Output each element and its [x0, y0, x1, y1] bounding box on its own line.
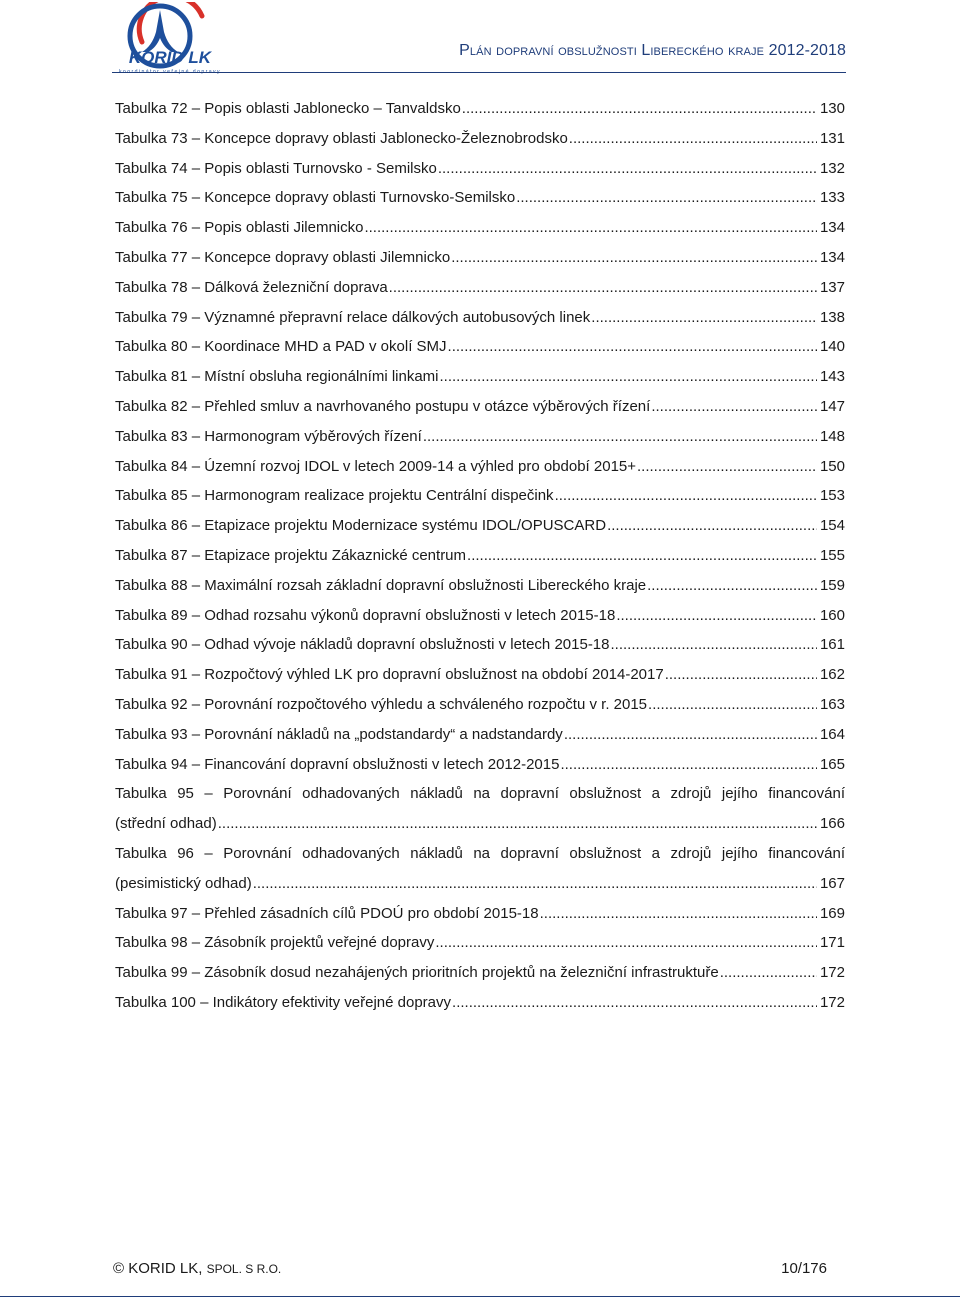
toc-entry[interactable]: [115, 571, 845, 601]
toc-page-number: 131: [819, 129, 845, 147]
toc-leader: [637, 452, 817, 482]
toc-entry-title: Tabulka 87 – Etapizace projektu Zákaznické centrum: [115, 546, 467, 564]
toc-entry[interactable]: [115, 452, 845, 482]
toc-page-number: 171: [819, 934, 845, 952]
toc-leader: [435, 928, 817, 958]
toc-entry[interactable]: [115, 720, 845, 750]
toc-entry-title-cont: (pesimistický odhad): [115, 874, 252, 892]
toc-page-number: 155: [819, 546, 845, 564]
footer-divider: [0, 1296, 960, 1297]
toc-leader: [591, 303, 817, 333]
page-header: [0, 0, 960, 82]
toc-page-number: 138: [819, 308, 845, 326]
toc-entry[interactable]: [115, 332, 845, 362]
toc-leader: [607, 511, 817, 541]
toc-entry-title-cont: (střední odhad): [115, 815, 217, 833]
toc-page-number: 172: [819, 964, 845, 982]
toc-page-number: 162: [819, 666, 845, 684]
toc-page-number: 134: [819, 248, 845, 266]
toc-entry[interactable]: [115, 839, 845, 899]
toc-entry[interactable]: [115, 124, 845, 154]
toc-leader: [440, 362, 817, 392]
toc-page-number: 148: [819, 427, 845, 445]
toc-entry[interactable]: [115, 541, 845, 571]
toc-leader: [720, 958, 817, 988]
toc-page-number: 133: [819, 189, 845, 207]
toc-leader: [423, 422, 817, 452]
toc-page-number: 150: [819, 457, 845, 475]
toc-entry-title: Tabulka 73 – Koncepce dopravy oblasti Jablonecko-Železnobrodsko: [115, 129, 568, 147]
toc-entry[interactable]: [115, 243, 845, 273]
toc-page-number: 147: [819, 397, 845, 415]
toc-page-number: 165: [819, 755, 845, 773]
toc-leader: [555, 481, 817, 511]
toc-leader: [560, 750, 817, 780]
toc-entry[interactable]: [115, 481, 845, 511]
korid-logo-icon: [112, 2, 240, 78]
toc-entry[interactable]: [115, 273, 845, 303]
toc-page-number: 137: [819, 278, 845, 296]
toc-entry-title: Tabulka 76 – Popis oblasti Jilemnicko: [115, 219, 364, 237]
toc-entry[interactable]: [115, 958, 845, 988]
toc-leader: [564, 720, 817, 750]
toc-entry-title: Tabulka 77 – Koncepce dopravy oblasti Jilemnicko: [115, 248, 451, 266]
toc-entry[interactable]: [115, 213, 845, 243]
toc-leader: [218, 809, 817, 839]
toc-entry[interactable]: [115, 928, 845, 958]
toc-entry-title: Tabulka 75 – Koncepce dopravy oblasti Turnovsko-Semilsko: [115, 189, 516, 207]
toc-entry-title: Tabulka 74 – Popis oblasti Turnovsko - Semilsko: [115, 159, 437, 177]
toc-entry[interactable]: [115, 154, 845, 184]
toc-entry-title: Tabulka 90 – Odhad vývoje nákladů dopravní obslužnosti v letech 2015-18: [115, 636, 610, 654]
toc-leader: [389, 273, 817, 303]
toc-leader: [467, 541, 817, 571]
toc-entry[interactable]: [115, 690, 845, 720]
toc-entry-title: Tabulka 84 – Územní rozvoj IDOL v letech 2009-14 a výhled pro období 2015+: [115, 457, 637, 475]
toc-page-number: 161: [819, 636, 845, 654]
toc-entry-title: Tabulka 78 – Dálková železniční doprava: [115, 278, 388, 296]
toc-leader: [452, 988, 817, 1018]
toc-leader: [611, 630, 817, 660]
toc-entry-title: Tabulka 86 – Etapizace projektu Modernizace systému IDOL/OPUSCARD: [115, 517, 607, 535]
toc-entry-title: Tabulka 91 – Rozpočtový výhled LK pro dopravní obslužnost na období 2014-2017: [115, 666, 664, 684]
svg-text:KORID LK: KORID LK: [128, 48, 212, 67]
korid-logo: [112, 2, 240, 78]
toc-page-number: 130: [819, 100, 845, 117]
toc-entry-title: Tabulka 98 – Zásobník projektů veřejné dopravy: [115, 934, 435, 952]
toc-entry-title: Tabulka 83 – Harmonogram výběrových řízení: [115, 427, 422, 445]
toc-entry[interactable]: [115, 779, 845, 839]
toc-entry[interactable]: [115, 392, 845, 422]
toc-page-number: 143: [819, 368, 845, 386]
toc-leader: [651, 392, 817, 422]
toc-page-number: 169: [819, 904, 845, 922]
toc-page-number: 134: [819, 219, 845, 237]
toc-entry[interactable]: [115, 422, 845, 452]
toc-entry[interactable]: [115, 899, 845, 929]
toc-entry-title: Tabulka 79 – Významné přepravní relace dálkových autobusových linek: [115, 308, 591, 326]
header-divider: [112, 72, 846, 73]
toc-entry[interactable]: [115, 660, 845, 690]
toc-entry[interactable]: [115, 94, 845, 124]
svg-text:koordinátor veřejné dopravy: koordinátor veřejné dopravy: [118, 69, 222, 75]
toc-entry-title: Tabulka 81 – Místní obsluha regionálními linkami: [115, 368, 439, 386]
toc-entry-title: Tabulka 93 – Porovnání nákladů na „podstandardy“ a nadstandardy: [115, 725, 563, 743]
toc-page-number: 164: [819, 725, 845, 743]
toc-leader: [438, 154, 817, 184]
toc-entry-title: Tabulka 88 – Maximální rozsah základní dopravní obslužnosti Libereckého kraje: [115, 576, 647, 594]
toc-leader: [364, 213, 817, 243]
toc-leader: [451, 243, 817, 273]
toc-leader: [540, 899, 817, 929]
toc-page-number: 140: [819, 338, 845, 356]
toc-entry[interactable]: [115, 362, 845, 392]
toc-page-number: 167: [819, 874, 845, 892]
toc-entry-title: Tabulka 96 – Porovnání odhadovaných nákladů na dopravní obslužnost a zdrojů jejího financování: [115, 844, 845, 862]
toc-page-number: 132: [819, 159, 845, 177]
toc-entry-title: Tabulka 94 – Financování dopravní obslužnosti v letech 2012-2015: [115, 755, 560, 773]
toc-entry-title: Tabulka 99 – Zásobník dosud nezahájených prioritních projektů na železniční infrastruktuře: [115, 964, 719, 982]
toc-entry-title: Tabulka 82 – Přehled smluv a navrhovaného postupu v otázce výběrových řízení: [115, 397, 651, 415]
toc-page-number: 160: [819, 606, 845, 624]
toc-entry[interactable]: [115, 601, 845, 631]
toc-entry-title: Tabulka 89 – Odhad rozsahu výkonů dopravní obslužnosti v letech 2015-18: [115, 606, 616, 624]
toc-leader: [647, 571, 817, 601]
toc-entry[interactable]: [115, 303, 845, 333]
toc-page-number: 172: [819, 993, 845, 1011]
toc-entry[interactable]: [115, 630, 845, 660]
toc-entry-title: Tabulka 80 – Koordinace MHD a PAD v okolí SMJ: [115, 338, 447, 356]
toc-leader: [462, 94, 817, 124]
toc-entry-title: Tabulka 95 – Porovnání odhadovaných nákladů na dopravní obslužnost a zdrojů jejího financování: [115, 785, 845, 803]
toc-entry-title: Tabulka 92 – Porovnání rozpočtového výhledu a schváleného rozpočtu v r. 2015: [115, 695, 648, 713]
toc-leader: [516, 183, 817, 213]
toc-entry-title: Tabulka 85 – Harmonogram realizace projektu Centrální dispečink: [115, 487, 554, 505]
toc-entry[interactable]: [115, 511, 845, 541]
document-title: Plán dopravní obslužnosti Libereckého kraje 2012-2018: [459, 42, 846, 59]
toc-entry-title: Tabulka 100 – Indikátory efektivity veřejné dopravy: [115, 993, 452, 1011]
toc-page-number: 153: [819, 487, 845, 505]
toc-page-number: 163: [819, 695, 845, 713]
toc-entry[interactable]: [115, 988, 845, 1018]
toc-page-number: 154: [819, 517, 845, 535]
toc-leader: [569, 124, 817, 154]
toc-leader: [648, 690, 817, 720]
table-of-tables: [115, 94, 845, 1018]
footer-page-number: 10/176: [781, 1260, 827, 1277]
toc-entry[interactable]: [115, 750, 845, 780]
toc-entry-title: Tabulka 97 – Přehled zásadních cílů PDOÚ pro období 2015-18: [115, 904, 539, 922]
toc-leader: [616, 601, 817, 631]
toc-page-number: 166: [819, 815, 845, 833]
toc-entry-title: Tabulka 72 – Popis oblasti Jablonecko – Tanvaldsko: [115, 100, 461, 117]
toc-page-number: 159: [819, 576, 845, 594]
footer-copyright: © KORID LK, SPOL. S R.O.: [113, 1260, 282, 1277]
toc-leader: [253, 869, 817, 899]
toc-leader: [448, 332, 817, 362]
toc-leader: [665, 660, 817, 690]
toc-entry[interactable]: [115, 183, 845, 213]
